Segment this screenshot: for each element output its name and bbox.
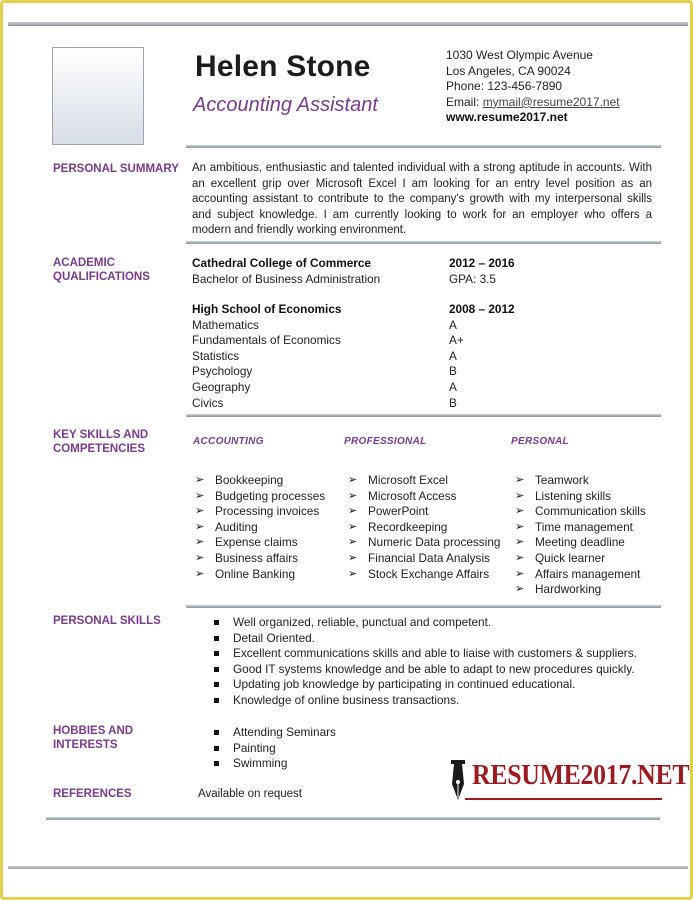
subject-grade: B [449,396,457,410]
subject-grade: A+ [449,333,464,347]
arrow-bullet-icon: ➢ [348,551,358,564]
academic-label-line-2: QUALIFICATIONS [53,271,150,283]
list-item [513,473,646,489]
skill-text: Teamwork [535,473,589,487]
skill-text: Recordkeeping [368,519,448,534]
email-label: Email: [446,94,483,109]
list-item [193,535,325,551]
skill-text: Meeting deadline [535,535,625,550]
hobby-text: Swimming [233,756,288,771]
profile-photo-placeholder [52,47,144,145]
list-item [513,551,646,567]
personal-skill-text: Excellent communications skills and able to liaise with customers & suppliers. [233,646,637,661]
arrow-bullet-icon: ➢ [348,505,358,518]
list-item [213,725,336,741]
arrow-bullet-icon: ➢ [195,505,205,518]
professional-heading: PROFESSIONAL [344,436,427,447]
arrow-bullet-icon: ➢ [348,567,358,580]
top-divider [8,22,688,26]
skill-text: Processing invoices [215,504,320,519]
skill-text: PowerPoint [368,504,429,519]
section-label-personal-skills: PERSONAL SKILLS [53,615,161,627]
list-item [193,473,325,489]
skill-text: Listening skills [535,488,612,503]
list-item [346,551,500,567]
arrow-bullet-icon: ➢ [515,567,525,580]
academic-label-line-1: ACADEMIC [53,257,115,269]
fountain-pen-nib-icon [451,760,465,800]
list-item [346,520,500,536]
list-item [513,582,646,598]
list-item [346,473,500,489]
personal-skill-text: Updating job knowledge by participating in continued educational. [233,677,576,692]
arrow-bullet-icon: ➢ [515,551,525,564]
skill-text: Time management [535,519,633,534]
references-text: Available on request [198,788,302,800]
list-item [346,489,500,505]
section-label-hobbies [53,724,133,752]
list-item [193,489,325,505]
list-item [193,504,325,520]
personal-skill-text: Well organized, reliable, punctual and competent. [233,615,492,629]
email-row [446,95,620,111]
phone: Phone: 123-456-7890 [446,79,563,94]
hobby-text: Attending Seminars [233,725,336,739]
skill-text: Affairs management [535,566,641,581]
skill-text: Budgeting processes [215,488,326,503]
hobby-text: Painting [233,740,276,755]
subject-name: Psychology [192,364,253,378]
square-bullet-icon [214,620,219,625]
skill-text: Communication skills [535,504,646,519]
logo-text: RESUME2017.NET [472,760,690,791]
list-item [513,567,646,583]
subject-grade: A [449,318,457,332]
arrow-bullet-icon: ➢ [515,474,525,486]
college-gpa: GPA: 3.5 [449,272,496,286]
high-school-name: High School of Economics [192,302,342,316]
arrow-bullet-icon: ➢ [348,474,358,486]
subject-name: Geography [192,380,251,394]
hobbies-list [213,725,336,772]
list-item [513,520,646,536]
list-item [213,693,637,709]
section-label-skills [53,428,148,456]
hobbies-label-line-2: INTERESTS [53,739,118,751]
arrow-bullet-icon: ➢ [348,489,358,502]
arrow-bullet-icon: ➢ [195,536,205,549]
arrow-bullet-icon: ➢ [515,583,525,596]
list-item [213,662,637,678]
website-link[interactable]: www.resume2017.net [446,110,568,125]
list-item [346,504,500,520]
hobbies-label-line-1: HOBBIES AND [53,725,134,737]
skill-text: Microsoft Access [368,488,457,503]
high-school-years: 2008 – 2012 [449,302,515,316]
square-bullet-icon [214,761,219,766]
candidate-name: Helen Stone [195,50,371,83]
personal-heading: PERSONAL [511,436,569,447]
arrow-bullet-icon: ➢ [515,520,525,533]
skill-text: Expense claims [215,535,298,550]
skill-text: Financial Data Analysis [368,550,490,565]
skill-text: Numeric Data processing [368,535,501,550]
square-bullet-icon [214,682,219,687]
list-item [346,535,500,551]
section-label-academic [53,256,150,284]
arrow-bullet-icon: ➢ [195,489,205,502]
skill-text: Hardworking [535,582,602,597]
subject-name: Civics [192,396,224,410]
list-item [513,489,646,505]
arrow-bullet-icon: ➢ [515,489,525,502]
list-item [213,756,336,772]
email-link[interactable]: mymail@resume2017.net [482,94,620,109]
square-bullet-icon [214,746,219,751]
skill-text: Online Banking [215,566,296,581]
list-item [193,567,325,583]
personal-skills-list [213,615,637,709]
subject-grade: A [449,380,457,394]
skills-divider [186,605,661,608]
skills-label-line-2: COMPETENCIES [53,443,146,455]
arrow-bullet-icon: ➢ [515,505,525,518]
list-item [346,567,500,583]
square-bullet-icon [214,636,219,641]
skill-text: Business affairs [215,550,299,565]
subject-grade: B [449,364,457,378]
list-item [193,551,325,567]
arrow-bullet-icon: ➢ [515,536,525,549]
college-name: Cathedral College of Commerce [192,256,371,270]
section-label-summary: PERSONAL SUMMARY [53,163,179,175]
address-line-2: Los Angeles, CA 90024 [446,63,571,78]
personal-skill-text: Good IT systems knowledge and be able to adapt to new procedures quickly. [233,661,635,676]
subject-name: Fundamentals of Economics [192,333,341,347]
accounting-heading: ACCOUNTING [193,436,264,447]
skill-text: Stock Exchange Affairs [368,566,490,581]
skill-text: Auditing [215,519,258,534]
logo-underline [465,798,662,800]
list-item [513,535,646,551]
job-title: Accounting Assistant [193,94,378,116]
subject-name: Statistics [192,349,240,363]
college-degree: Bachelor of Business Administration [192,272,381,286]
summary-text: An ambitious, enthusiastic and talented individual with a strong aptitude in accounts. With an excellent grip over Microsoft Excel I am looking for an entry level position as an accounting assistant to contribute to the company's growth with my interpersonal skills and subject knowledge. I am currently looking to work for an employer who offers a modern and friendly working environment. [192,162,652,236]
list-item [213,677,637,693]
personal-skill-list [513,473,646,598]
arrow-bullet-icon: ➢ [348,520,358,533]
section-label-references: REFERENCES [53,788,132,800]
summary-divider [186,241,661,244]
arrow-bullet-icon: ➢ [195,520,205,533]
square-bullet-icon [214,730,219,735]
list-item [213,631,637,647]
list-item [513,504,646,520]
personal-skill-text: Detail Oriented. [233,630,315,645]
arrow-bullet-icon: ➢ [195,474,205,486]
accounting-skill-list [193,473,325,582]
square-bullet-icon [214,698,219,703]
arrow-bullet-icon: ➢ [348,536,358,549]
list-item [213,615,637,631]
college-years: 2012 – 2016 [449,256,515,270]
academic-divider [186,414,661,417]
subject-grade: A [449,349,457,363]
list-item [213,646,637,662]
list-item [193,520,325,536]
square-bullet-icon [214,667,219,672]
header-divider [186,145,661,148]
personal-skill-text: Knowledge of online business transactions. [233,692,460,707]
list-item [213,741,336,757]
subject-name: Mathematics [192,318,259,332]
square-bullet-icon [214,651,219,656]
bottom-divider [8,866,688,869]
skill-text: Microsoft Excel [368,473,448,487]
professional-skill-list [346,473,500,582]
address-line-1: 1030 West Olympic Avenue [446,48,593,62]
skills-label-line-1: KEY SKILLS AND [53,429,149,441]
skill-text: Bookkeeping [215,473,284,487]
contact-block [446,48,620,126]
arrow-bullet-icon: ➢ [195,551,205,564]
arrow-bullet-icon: ➢ [195,567,205,580]
footer-divider [46,817,660,820]
skill-text: Quick learner [535,550,606,565]
